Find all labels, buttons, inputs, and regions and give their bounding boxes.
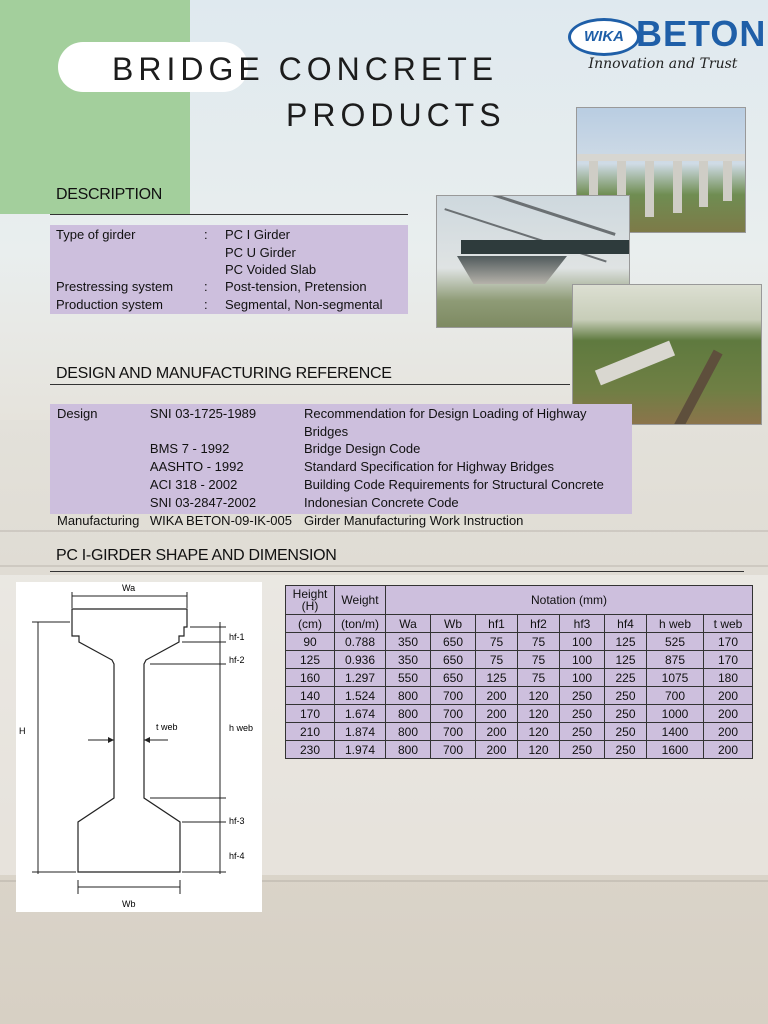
table-cell: 700 bbox=[431, 741, 476, 759]
table-cell: 200 bbox=[476, 723, 518, 741]
table-cell: 200 bbox=[704, 723, 753, 741]
table-cell: 100 bbox=[560, 651, 605, 669]
table-cell: 1000 bbox=[647, 705, 704, 723]
bridge-pier bbox=[645, 161, 654, 217]
table-row bbox=[286, 741, 753, 759]
table-cell: 120 bbox=[518, 687, 560, 705]
desc-value: Post-tension, Pretension bbox=[225, 279, 367, 294]
table-cell: 200 bbox=[476, 705, 518, 723]
table-cell: 650 bbox=[431, 669, 476, 687]
reference-row bbox=[57, 494, 632, 512]
bridge-pier bbox=[699, 161, 708, 207]
table-cell: 700 bbox=[431, 687, 476, 705]
table-cell: 210 bbox=[286, 723, 335, 741]
desc-value: PC I Girder bbox=[225, 227, 291, 242]
desc-sep: : bbox=[204, 227, 208, 242]
table-cell: 120 bbox=[518, 705, 560, 723]
reference-code: ACI 318 - 2002 bbox=[149, 477, 238, 492]
reference-code: SNI 03-2847-2002 bbox=[149, 495, 257, 510]
table-cell: 1075 bbox=[647, 669, 704, 687]
table-cell: 700 bbox=[431, 705, 476, 723]
reference-row bbox=[57, 440, 632, 458]
reference-code: SNI 03-1725-1989 bbox=[149, 406, 257, 421]
background-line bbox=[0, 530, 768, 532]
label-wa: Wa bbox=[122, 583, 136, 593]
table-cell: 75 bbox=[518, 651, 560, 669]
table-row bbox=[286, 723, 753, 741]
th-notation-col: hf3 bbox=[560, 615, 605, 633]
th-notation: Notation (mm) bbox=[386, 586, 753, 615]
table-cell: 875 bbox=[647, 651, 704, 669]
logo-tagline: Innovation and Trust bbox=[588, 56, 738, 72]
table-cell: 200 bbox=[704, 741, 753, 759]
table-cell: 140 bbox=[286, 687, 335, 705]
reference-title: Standard Specification for Highway Bridges bbox=[304, 459, 555, 474]
table-cell: 180 bbox=[704, 669, 753, 687]
bridge-spans bbox=[595, 341, 675, 386]
table-cell: 250 bbox=[560, 687, 605, 705]
table-cell: 350 bbox=[386, 633, 431, 651]
description-heading: DESCRIPTION bbox=[56, 186, 163, 203]
table-cell: 1.524 bbox=[335, 687, 386, 705]
table-cell: 120 bbox=[518, 741, 560, 759]
table-cell: 1600 bbox=[647, 741, 704, 759]
table-cell: 250 bbox=[605, 687, 647, 705]
label-wb: Wb bbox=[122, 899, 136, 909]
table-cell: 800 bbox=[386, 723, 431, 741]
table-cell: 230 bbox=[286, 741, 335, 759]
reference-heading: DESIGN AND MANUFACTURING REFERENCE bbox=[56, 365, 392, 382]
reference-code: AASHTO - 1992 bbox=[149, 459, 244, 474]
table-cell: 525 bbox=[647, 633, 704, 651]
dimension-rule bbox=[50, 571, 744, 572]
table-cell: 250 bbox=[560, 705, 605, 723]
th-notation-col: hf4 bbox=[605, 615, 647, 633]
table-cell: 250 bbox=[605, 705, 647, 723]
desc-value: Segmental, Non-segmental bbox=[225, 297, 383, 312]
desc-sep: : bbox=[204, 297, 208, 312]
reference-title: Girder Manufacturing Work Instruction bbox=[304, 513, 524, 528]
th-notation-col: hf1 bbox=[476, 615, 518, 633]
reference-row bbox=[57, 458, 632, 476]
table-cell: 1.874 bbox=[335, 723, 386, 741]
table-cell: 125 bbox=[476, 669, 518, 687]
table-cell: 200 bbox=[476, 687, 518, 705]
table-cell: 125 bbox=[605, 651, 647, 669]
th-notation-col: h web bbox=[647, 615, 704, 633]
table-cell: 0.788 bbox=[335, 633, 386, 651]
arrow-head bbox=[144, 737, 150, 743]
table-cell: 125 bbox=[605, 633, 647, 651]
table-cell: 125 bbox=[286, 651, 335, 669]
i-girder-drawing bbox=[16, 582, 262, 912]
label-hweb: h web bbox=[229, 723, 254, 733]
i-girder-svg bbox=[16, 582, 262, 912]
table-cell: 250 bbox=[605, 741, 647, 759]
table-cell: 250 bbox=[560, 741, 605, 759]
table-cell: 160 bbox=[286, 669, 335, 687]
reference-table bbox=[57, 405, 632, 530]
table-row bbox=[286, 633, 753, 651]
table-cell: 550 bbox=[386, 669, 431, 687]
table-cell: 650 bbox=[431, 633, 476, 651]
reference-category: Design bbox=[57, 406, 98, 421]
table-cell: 100 bbox=[560, 669, 605, 687]
th-height: Height (H) bbox=[286, 586, 335, 615]
table-row bbox=[286, 687, 753, 705]
table-row bbox=[286, 651, 753, 669]
label-h: H bbox=[19, 726, 26, 736]
table-cell: 75 bbox=[476, 633, 518, 651]
bridge-pier bbox=[673, 161, 682, 213]
table-cell: 800 bbox=[386, 741, 431, 759]
dimension-heading: PC I-GIRDER SHAPE AND DIMENSION bbox=[56, 547, 337, 564]
table-cell: 100 bbox=[560, 633, 605, 651]
reference-panel bbox=[50, 404, 632, 528]
reference-category bbox=[57, 458, 150, 476]
arrow-head bbox=[108, 737, 114, 743]
reference-title: Bridge Design Code bbox=[304, 441, 421, 456]
table-cell: 800 bbox=[386, 705, 431, 723]
table-cell: 170 bbox=[704, 633, 753, 651]
th-weight: Weight bbox=[335, 586, 386, 615]
logo-badge: WIKA bbox=[568, 18, 640, 56]
bridge-deck bbox=[577, 154, 745, 161]
reference-rule bbox=[50, 384, 570, 385]
th-height-unit: (cm) bbox=[286, 615, 335, 633]
logo-wordmark: BETON bbox=[636, 13, 767, 54]
th-notation-col: t web bbox=[704, 615, 753, 633]
table-cell: 650 bbox=[431, 651, 476, 669]
railway-track bbox=[657, 350, 722, 425]
desc-value: PC U Girder bbox=[225, 244, 296, 260]
desc-label: Production system bbox=[56, 297, 163, 312]
dimension-table bbox=[285, 585, 753, 759]
description-panel bbox=[50, 225, 408, 314]
th-notation-col: Wb bbox=[431, 615, 476, 633]
th-weight-unit: (ton/m) bbox=[335, 615, 386, 633]
table-cell: 75 bbox=[476, 651, 518, 669]
label-hf3: hf-3 bbox=[229, 816, 245, 826]
reference-title: Recommendation for Design Loading of Highway Bridges bbox=[304, 406, 587, 439]
desc-label: Type of girder bbox=[56, 227, 136, 242]
girder-segment bbox=[457, 256, 567, 284]
table-cell: 170 bbox=[704, 651, 753, 669]
label-hf4: hf-4 bbox=[229, 851, 245, 861]
table-cell: 1.674 bbox=[335, 705, 386, 723]
th-notation-col: hf2 bbox=[518, 615, 560, 633]
table-cell: 1400 bbox=[647, 723, 704, 741]
title-line-2: PRODUCTS bbox=[286, 97, 506, 133]
label-tweb: t web bbox=[156, 722, 178, 732]
reference-category: Manufacturing bbox=[57, 513, 140, 528]
table-cell: 800 bbox=[386, 687, 431, 705]
table-cell: 200 bbox=[704, 705, 753, 723]
desc-sep: : bbox=[204, 279, 208, 294]
table-cell: 200 bbox=[476, 741, 518, 759]
reference-title: Indonesian Concrete Code bbox=[304, 495, 459, 510]
reference-category bbox=[57, 476, 150, 494]
table-cell: 75 bbox=[518, 633, 560, 651]
reference-category bbox=[57, 494, 150, 512]
background-line bbox=[0, 565, 768, 567]
table-cell: 90 bbox=[286, 633, 335, 651]
table-cell: 250 bbox=[560, 723, 605, 741]
reference-code: WIKA BETON-09-IK-005 bbox=[149, 513, 292, 528]
reference-row bbox=[57, 405, 632, 440]
desc-value: PC Voided Slab bbox=[225, 262, 317, 277]
table-row bbox=[286, 705, 753, 723]
reference-row bbox=[57, 512, 632, 530]
th-notation-col: Wa bbox=[386, 615, 431, 633]
desc-label: Prestressing system bbox=[56, 279, 174, 294]
table-cell: 700 bbox=[647, 687, 704, 705]
table-cell: 350 bbox=[386, 651, 431, 669]
table-cell: 250 bbox=[605, 723, 647, 741]
table-cell: 200 bbox=[704, 687, 753, 705]
label-hf1: hf-1 bbox=[229, 632, 245, 642]
table-cell: 1.974 bbox=[335, 741, 386, 759]
table-cell: 1.297 bbox=[335, 669, 386, 687]
table-cell: 700 bbox=[431, 723, 476, 741]
table-row bbox=[286, 669, 753, 687]
reference-category bbox=[57, 440, 150, 458]
title-line-1: BRIDGE CONCRETE bbox=[112, 51, 499, 87]
table-cell: 225 bbox=[605, 669, 647, 687]
table-cell: 75 bbox=[518, 669, 560, 687]
gantry-platform bbox=[461, 240, 630, 254]
reference-row bbox=[57, 476, 632, 494]
table-cell: 170 bbox=[286, 705, 335, 723]
table-cell: 0.936 bbox=[335, 651, 386, 669]
bridge-pier bbox=[723, 161, 732, 201]
reference-code: BMS 7 - 1992 bbox=[149, 441, 230, 456]
description-rule bbox=[50, 214, 408, 215]
label-hf2: hf-2 bbox=[229, 655, 245, 665]
page-title bbox=[112, 46, 512, 138]
table-cell: 120 bbox=[518, 723, 560, 741]
wika-beton-logo bbox=[566, 10, 767, 80]
reference-title: Building Code Requirements for Structural Concrete bbox=[304, 477, 604, 492]
